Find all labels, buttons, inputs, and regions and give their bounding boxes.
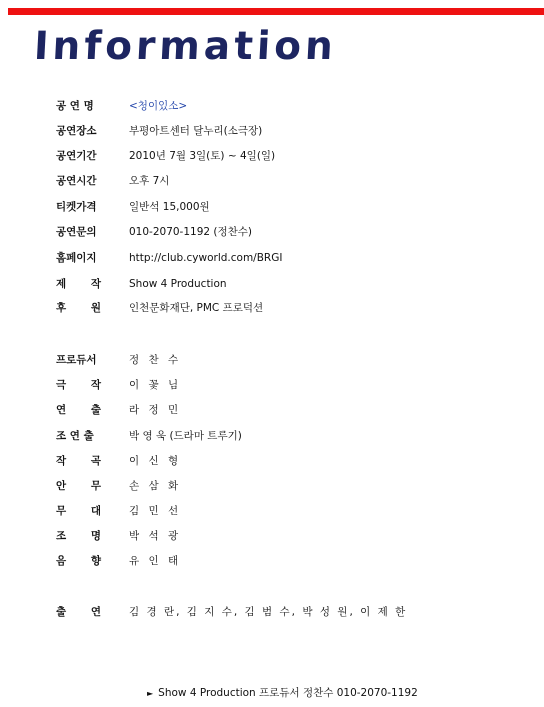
info-label: 티켓가격 [56, 201, 97, 213]
staff-label: 조 연 출 [56, 430, 94, 442]
info-value: 2010년 7월 3일(토) ~ 4일(일) [129, 150, 276, 162]
info-value: Show 4 Production [129, 278, 227, 290]
staff-row-sound [0, 552, 544, 570]
info-row-sponsor [0, 299, 544, 317]
footer-text: Show 4 Production 프로듀서 정찬수 010-2070-1192 [158, 687, 418, 699]
cast-names: 김 경 란, 김 지 수, 김 범 수, 박 성 원, 이 제 한 [129, 606, 408, 618]
staff-row-playwright [0, 376, 544, 394]
info-row-period [0, 147, 544, 165]
info-value: 부평아트센터 달누리(소극장) [129, 125, 263, 137]
info-label: 공연문의 [56, 226, 97, 238]
info-value: 오후 7시 [129, 175, 170, 187]
top-accent-bar [8, 8, 544, 15]
info-value: 일반석 15,000원 [129, 201, 210, 213]
staff-name: 박 영 욱 (드라마 트루기) [129, 430, 242, 442]
staff-name: 손 삼 화 [129, 480, 182, 492]
staff-label: 연 출 [56, 404, 101, 416]
staff-name: 박 석 광 [129, 530, 182, 542]
staff-row-stage [0, 502, 544, 520]
info-label: 공연기간 [56, 150, 97, 162]
info-row-production [0, 275, 544, 293]
staff-row-lighting [0, 527, 544, 545]
info-row-contact [0, 223, 544, 241]
info-row-price [0, 198, 544, 216]
info-value: <청이있소> [129, 100, 188, 112]
info-label: 공연장소 [56, 125, 97, 137]
info-label: 공 연 명 [56, 100, 94, 112]
staff-row-composer [0, 452, 544, 470]
info-label: 후 원 [56, 302, 101, 314]
staff-name: 김 민 선 [129, 505, 182, 517]
staff-name: 이 꽃 님 [129, 379, 182, 391]
staff-row-producer [0, 351, 544, 369]
staff-label: 극 작 [56, 379, 101, 391]
staff-label: 무 대 [56, 505, 101, 517]
staff-row-assistant-director [0, 427, 544, 445]
info-row-venue [0, 122, 544, 140]
staff-label: 작 곡 [56, 455, 101, 467]
info-value: 인천문화재단, PMC 프로덕션 [129, 302, 264, 314]
staff-name: 유 인 태 [129, 555, 182, 567]
staff-label: 조 명 [56, 530, 101, 542]
footer-contact [147, 684, 418, 703]
page-title: Information [32, 24, 338, 69]
homepage-link[interactable]: http://club.cyworld.com/BRGI [129, 252, 283, 264]
staff-label: 프로듀서 [56, 354, 97, 366]
cast-label: 출 연 [56, 606, 101, 618]
info-label: 제 작 [56, 278, 101, 290]
info-label: 공연시간 [56, 175, 97, 187]
staff-name: 정 찬 수 [129, 354, 182, 366]
staff-row-director [0, 401, 544, 419]
staff-name: 이 신 형 [129, 455, 182, 467]
info-row-time [0, 172, 544, 190]
staff-name: 라 정 민 [129, 404, 182, 416]
info-row-homepage [0, 249, 544, 267]
cast-row [0, 603, 544, 621]
arrow-right-icon: ► [147, 689, 154, 698]
staff-row-choreographer [0, 477, 544, 495]
info-label: 홈페이지 [56, 252, 97, 264]
info-value: 010-2070-1192 (정찬수) [129, 226, 253, 238]
staff-label: 안 무 [56, 480, 101, 492]
staff-label: 음 향 [56, 555, 101, 567]
info-row-title [0, 97, 544, 115]
